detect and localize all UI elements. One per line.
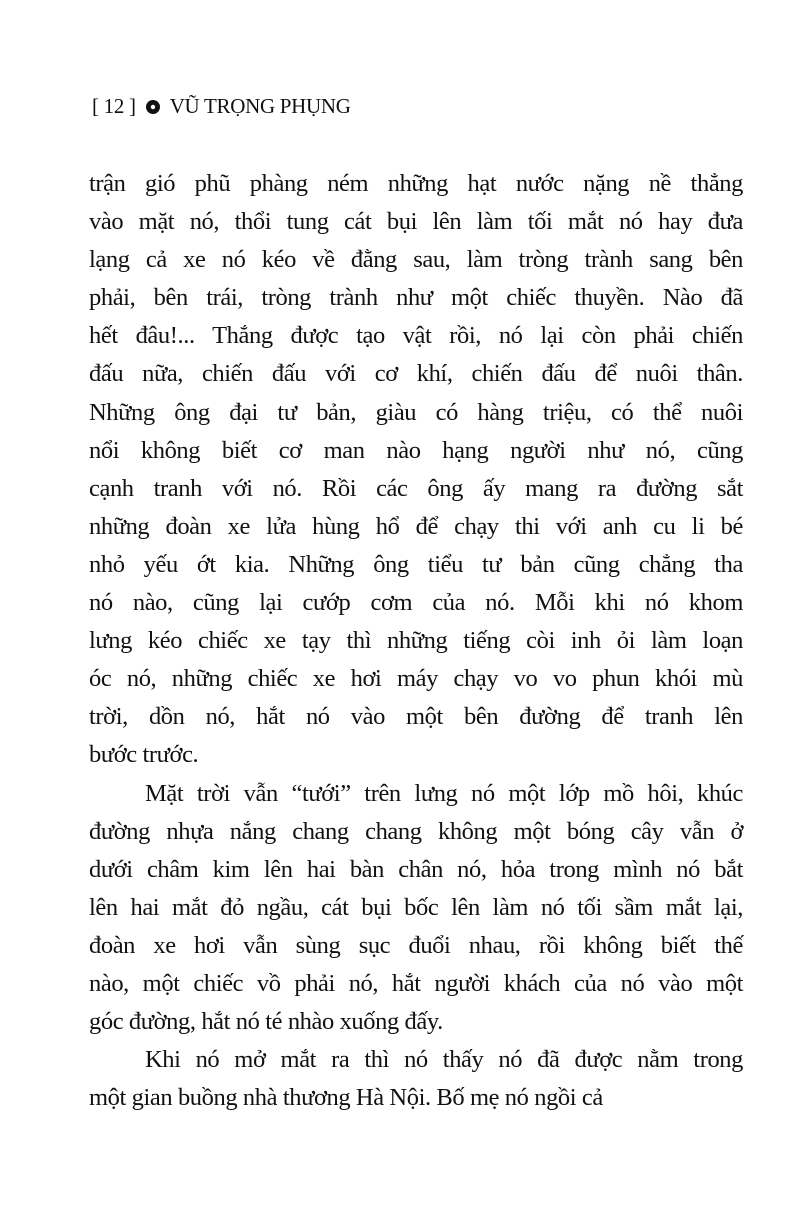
text-line: dưới châm kim lên hai bàn chân nó, hỏa trong mình nó bắt — [89, 855, 743, 883]
text-line: nó nào, cũng lại cướp cơm của nó. Mỗi khi nó khom — [89, 589, 743, 617]
page-body-text — [89, 165, 743, 1117]
paragraph — [89, 775, 743, 1042]
text-line: đấu nữa, chiến đấu với cơ khí, chiến đấu để nuôi thân. — [89, 360, 743, 388]
text-line: óc nó, những chiếc xe hơi máy chạy vo vo phun khói mù — [89, 665, 743, 693]
text-line: một gian buồng nhà thương Hà Nội. Bố mẹ nó ngồi cả — [89, 1084, 603, 1112]
text-line: Mặt trời vẫn “tưới” trên lưng nó một lớp mồ hôi, khúc — [145, 779, 743, 807]
text-line: lạng cả xe nó kéo về đằng sau, làm tròng trành sang bên — [89, 246, 743, 274]
text-line: nào, một chiếc vồ phải nó, hắt người khách của nó vào một — [89, 969, 743, 997]
paragraph — [89, 1041, 743, 1117]
text-line: đoàn xe hơi vẫn sùng sục đuổi nhau, rồi không biết thế — [89, 931, 743, 959]
author-name: VŨ TRỌNG PHỤNG — [169, 94, 351, 118]
text-line: hết đâu!... Thắng được tạo vật rồi, nó lại còn phải chiến — [89, 322, 743, 350]
flower-ornament-icon — [145, 99, 161, 115]
text-line: nhỏ yếu ớt kia. Những ông tiểu tư bản cũng chẳng tha — [89, 550, 743, 578]
text-line: những đoàn xe lửa hùng hổ để chạy thi với anh cu li bé — [89, 512, 743, 540]
text-line: trận gió phũ phàng ném những hạt nước nặng nề thẳng — [89, 170, 743, 197]
text-line: phải, bên trái, tròng trành như một chiếc thuyền. Nào đã — [89, 284, 743, 312]
text-line: vào mặt nó, thổi tung cát bụi lên làm tối mắt nó hay đưa — [89, 208, 743, 236]
text-line: góc đường, hắt nó té nhào xuống đấy. — [89, 1008, 443, 1036]
text-line: trời, dồn nó, hắt nó vào một bên đường để tranh lên — [89, 703, 743, 731]
page-number: [ 12 ] — [92, 94, 136, 118]
text-line: Những ông đại tư bản, giàu có hàng triệu, có thể nuôi — [89, 398, 743, 426]
text-line: bước trước. — [89, 741, 199, 769]
text-line: lên hai mắt đỏ ngầu, cát bụi bốc lên làm nó tối sầm mắt lại, — [89, 893, 743, 921]
text-line: cạnh tranh với nó. Rồi các ông ấy mang ra đường sắt — [89, 474, 743, 502]
text-line: đường nhựa nắng chang chang không một bóng cây vẫn ở — [89, 817, 743, 845]
text-line: nổi không biết cơ man nào hạng người như nó, cũng — [89, 436, 743, 464]
running-header — [92, 94, 351, 119]
text-line: Khi nó mở mắt ra thì nó thấy nó đã được nằm trong — [145, 1046, 743, 1074]
text-line: lưng kéo chiếc xe tạy thì những tiếng còi inh ỏi làm loạn — [89, 627, 743, 655]
paragraph — [89, 165, 743, 775]
